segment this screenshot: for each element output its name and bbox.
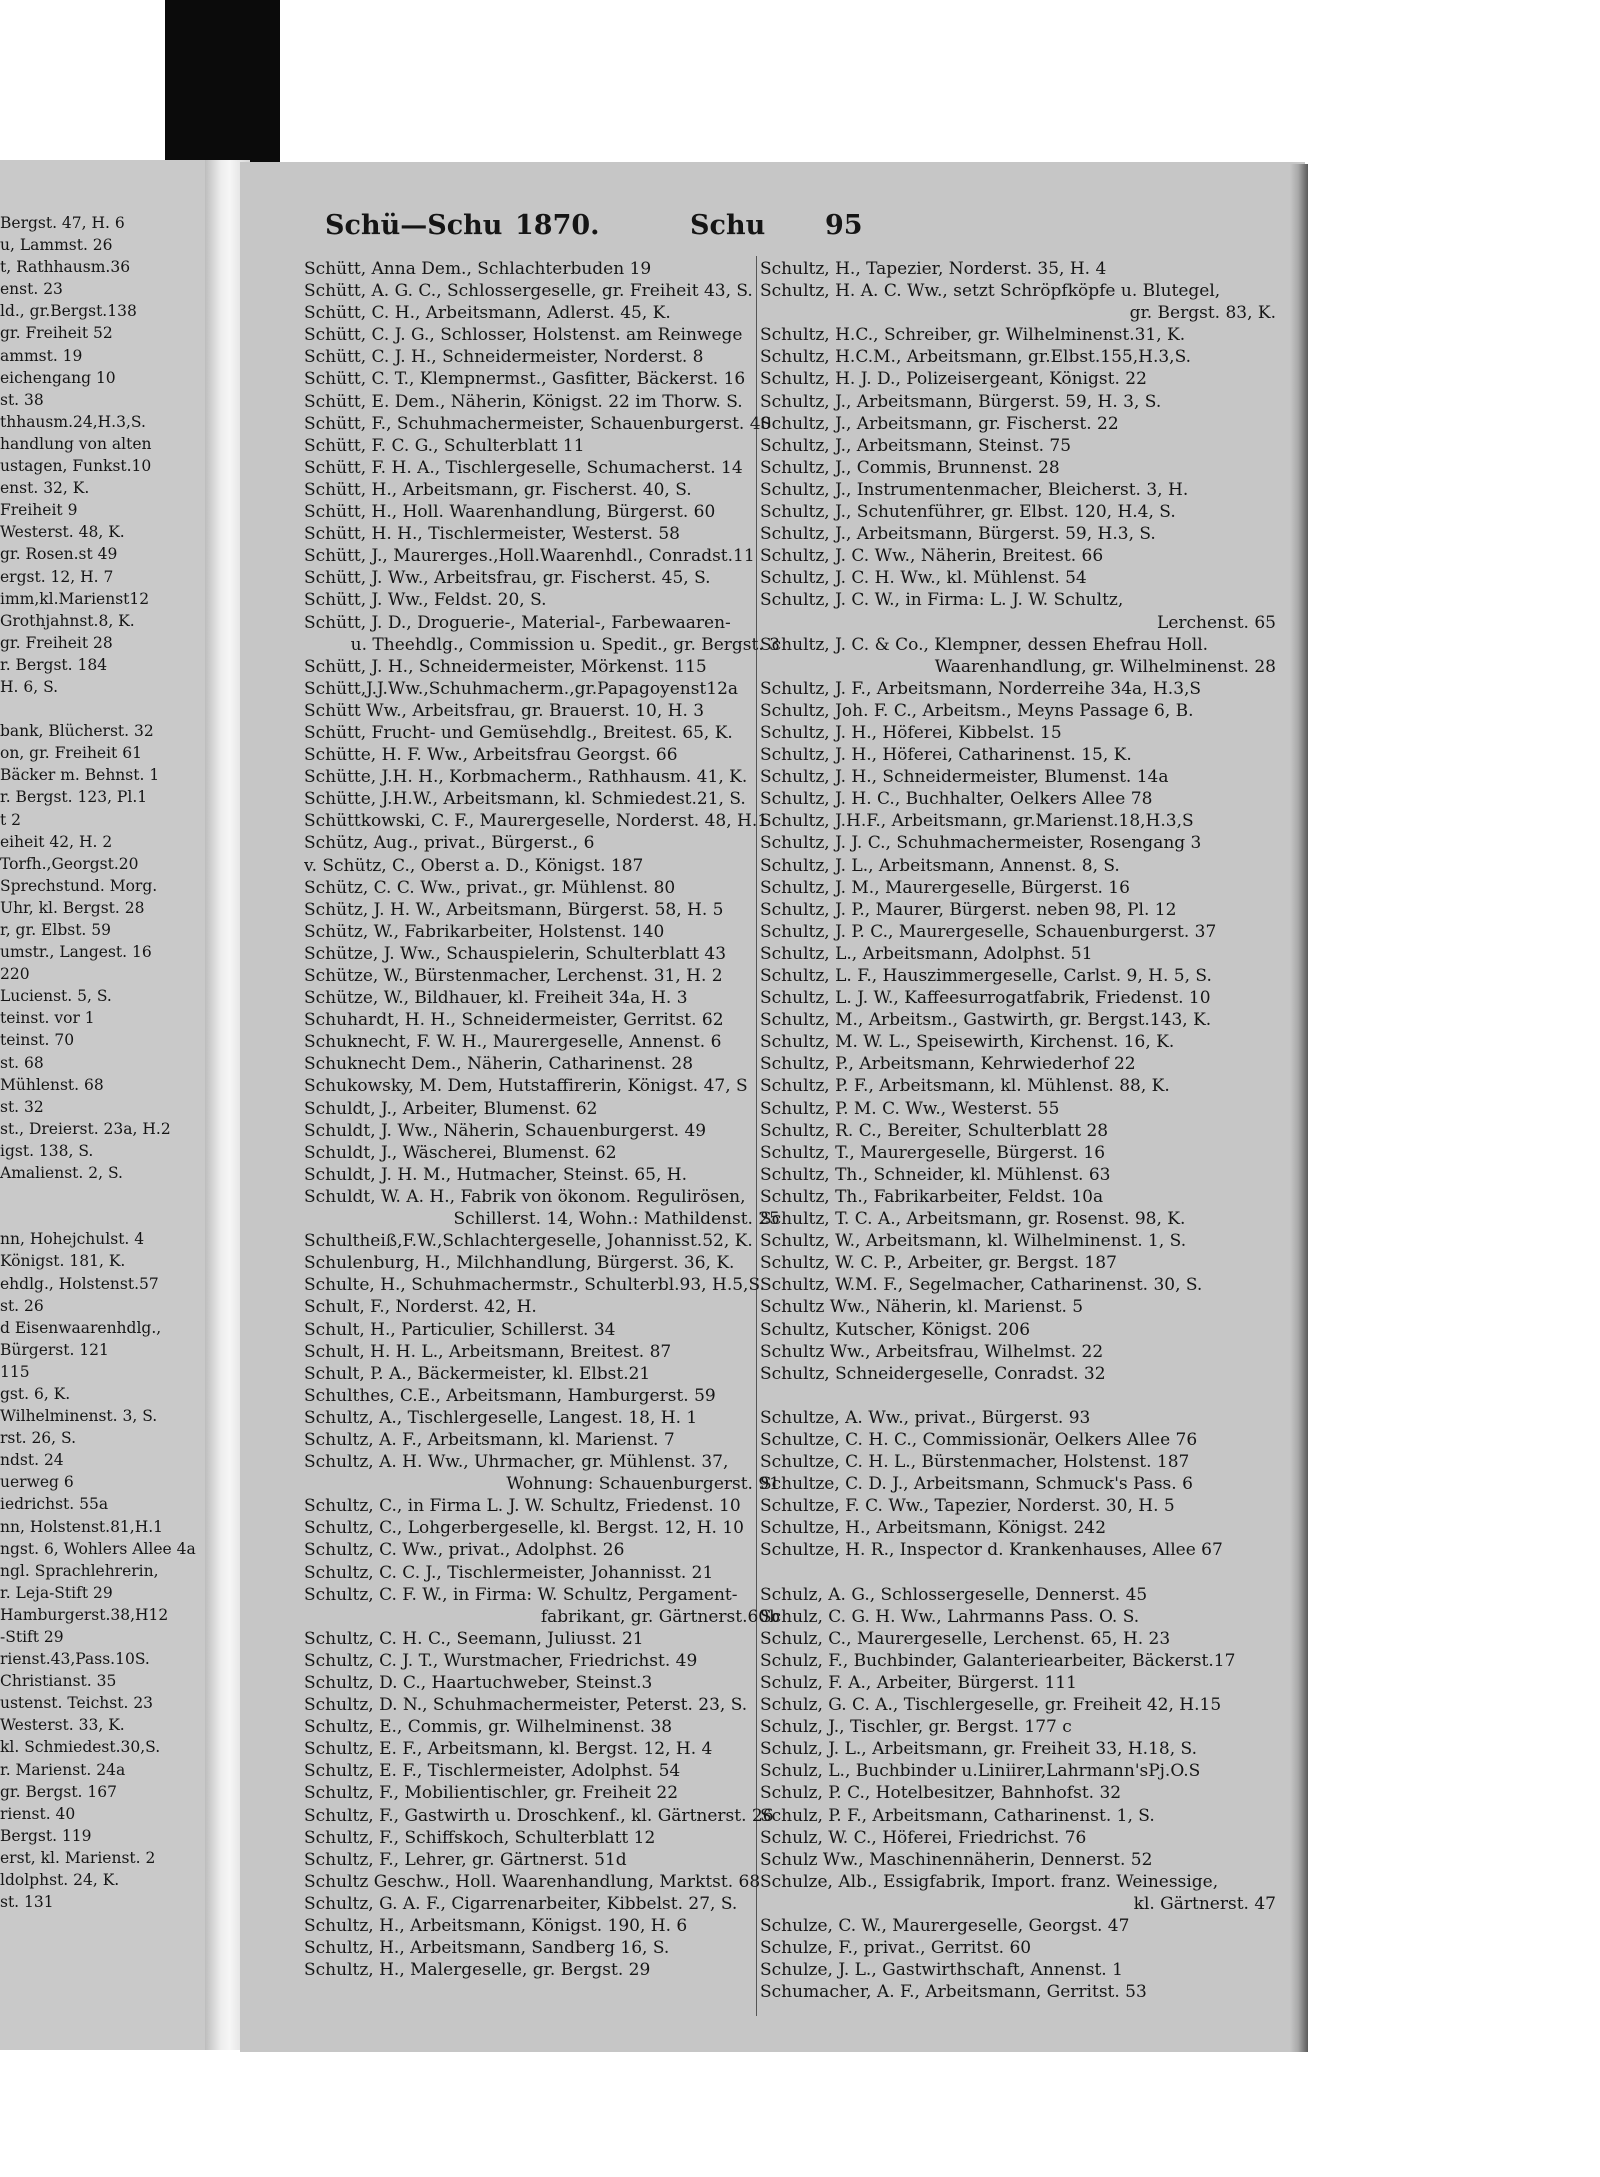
directory-entry: Schulz, F., Buchbinder, Galanteriearbeiter, Bäckerst.17 [760, 1650, 1236, 1671]
page-edge-shadow [1290, 164, 1308, 2052]
directory-entry: Schultz, J. C. H. Ww., kl. Mühlenst. 54 [760, 568, 1087, 589]
directory-entry: on, gr. Freiheit 61 [0, 744, 142, 763]
directory-entry: st. 68 [0, 1053, 44, 1072]
directory-entry: gr. Bergst. 83, K. [1129, 303, 1276, 324]
directory-entry [0, 698, 215, 720]
directory-entry: Schütt, C. J. H., Schneidermeister, Norderst. 8 [304, 347, 704, 368]
directory-entry: Schultz, E. F., Tischlermeister, Adolphst. 54 [304, 1761, 681, 1782]
directory-entry: kl. Gärtnerst. 47 [1133, 1893, 1276, 1914]
directory-entry: Schultz, C. H. C., Seemann, Juliusst. 21 [304, 1628, 644, 1649]
directory-entry: Schultz, F., Gastwirth u. Droschkenf., kl. Gärtnerst. 26 [304, 1805, 774, 1826]
directory-entry: Schultz, P. M. C. Ww., Westerst. 55 [760, 1098, 1060, 1119]
header-left: Schü—Schu [325, 210, 503, 241]
directory-entry: Schultz, F., Schiffskoch, Schulterblatt 12 [304, 1827, 656, 1848]
directory-entry: Schultz, J., Arbeitsmann, Bürgerst. 59, H.3, S. [760, 524, 1156, 545]
directory-entry: Schultz, C. F. W., in Firma: W. Schultz, Pergament- [304, 1584, 738, 1605]
directory-entry: erst, kl. Marienst. 2 [0, 1848, 156, 1867]
directory-entry: Wohnung: Schauenburgerst. 91 [506, 1474, 780, 1495]
directory-entry: Schultze, F. C. Ww., Tapezier, Norderst. 30, H. 5 [760, 1496, 1175, 1517]
directory-entry: Schumacher, A. F., Arbeitsmann, Gerritst. 53 [760, 1982, 1147, 2003]
directory-entry: Sprechstund. Morg. [0, 876, 158, 895]
directory-entry: gst. 6, K. [0, 1384, 71, 1403]
directory-entry: imm,kl.Marienst12 [0, 589, 150, 608]
directory-entry: igst. 138, S. [0, 1141, 94, 1160]
directory-entry: gr. Freiheit 28 [0, 633, 113, 652]
directory-entry: gr. Freiheit 52 [0, 324, 113, 343]
column-a [304, 258, 794, 1981]
directory-entry: Amalienst. 2, S. [0, 1164, 123, 1183]
directory-entry: Schütt, F., Schuhmachermeister, Schauenburgerst. 40 [304, 413, 772, 434]
directory-entry: Schütt, F. H. A., Tischlergeselle, Schumacherst. 14 [304, 457, 743, 478]
directory-entry: Schulthes, C.E., Arbeitsmann, Hamburgerst. 59 [304, 1385, 716, 1406]
directory-entry: gr. Rosen.st 49 [0, 545, 118, 564]
directory-entry: Schultz, J. C. W., in Firma: L. J. W. Schultz, [760, 590, 1124, 611]
directory-entry: Schultz, H.C.M., Arbeitsmann, gr.Elbst.155,H.3,S. [760, 347, 1192, 368]
directory-entry: Schultz, W.M. F., Segelmacher, Catharinenst. 30, S. [760, 1275, 1203, 1296]
directory-entry: Schütt, H., Holl. Waarenhandlung, Bürgerst. 60 [304, 502, 716, 523]
directory-entry: Wilhelminenst. 3, S. [0, 1407, 158, 1426]
directory-entry: Lucienst. 5, S. [0, 987, 112, 1006]
directory-entry: Schüttkowski, C. F., Maurergeselle, Norderst. 48, H.1 [304, 811, 769, 832]
directory-entry: Schultz, P., Arbeitsmann, Kehrwiederhof 22 [760, 1054, 1136, 1075]
directory-entry: u. Theehdlg., Commission u. Spedit., gr. Bergst. 3 [350, 634, 780, 655]
directory-entry: Schultz, F., Mobilientischler, gr. Freiheit 22 [304, 1783, 679, 1804]
directory-entry: Hamburgerst.38,H12 [0, 1605, 169, 1624]
directory-entry: Schütze, W., Bildhauer, kl. Freiheit 34a, H. 3 [304, 988, 688, 1009]
directory-entry: r, gr. Elbst. 59 [0, 921, 111, 939]
directory-entry: ergst. 12, H. 7 [0, 567, 114, 586]
header-year: 1870. [515, 210, 600, 241]
directory-entry: d Eisenwaarenhdlg., [0, 1318, 162, 1337]
directory-entry: Schulz, C. G. H. Ww., Lahrmanns Pass. O. S. [760, 1606, 1140, 1627]
directory-entry: Schütze, J. Ww., Schauspielerin, Schulterblatt 43 [304, 943, 727, 964]
directory-entry: Schütt, J. D., Droguerie-, Material-, Farbewaaren- [304, 612, 731, 633]
directory-entry: rst. 26, S. [0, 1429, 77, 1448]
directory-entry: Königst. 181, K. [0, 1252, 126, 1271]
directory-entry: Schultz, R. C., Bereiter, Schulterblatt 28 [760, 1120, 1109, 1141]
directory-entry: Schulze, Alb., Essigfabrik, Import. franz. Weinessige, [760, 1871, 1219, 1892]
directory-entry: Schultz, J., Commis, Brunnenst. 28 [760, 457, 1060, 478]
directory-entry: Schulz, C., Maurergeselle, Lerchenst. 65, H. 23 [760, 1628, 1171, 1649]
directory-entry: Schult, F., Norderst. 42, H. [304, 1297, 537, 1318]
page-header [240, 210, 1305, 250]
directory-entry: Schultz, J. C. Ww., Näherin, Breitest. 66 [760, 546, 1104, 567]
directory-entry: Schultz, J. H., Höferei, Kibbelst. 15 [760, 722, 1062, 743]
directory-entry: Schultz, T. C. A., Arbeitsmann, gr. Rosenst. 98, K. [760, 1209, 1186, 1230]
directory-entry: Schütt, E. Dem., Näherin, Königst. 22 im Thorw. S. [304, 391, 743, 412]
directory-entry: nn, Hohejchulst. 4 [0, 1230, 145, 1249]
directory-entry: Schultz, L. J. W., Kaffeesurrogatfabrik, Friedenst. 10 [760, 988, 1211, 1009]
directory-entry: Schultz, Joh. F. C., Arbeitsm., Meyns Passage 6, B. [760, 700, 1194, 721]
directory-entry: ammst. 19 [0, 346, 83, 365]
directory-entry: teinst. vor 1 [0, 1009, 95, 1028]
directory-entry: Schütte, J.H. H., Korbmacherm., Rathhausm. 41, K. [304, 767, 748, 788]
directory-entry: Schuldt, J., Wäscherei, Blumenst. 62 [304, 1142, 617, 1163]
directory-entry: r. Marienst. 24a [0, 1760, 126, 1779]
directory-entry: kl. Schmiedest.30,S. [0, 1738, 161, 1757]
directory-entry: Schultz, J., Arbeitsmann, Bürgerst. 59, H. 3, S. [760, 391, 1162, 412]
directory-entry: Schillerst. 14, Wohn.: Mathildenst. 25 [453, 1209, 780, 1230]
directory-entry: Schultz, Kutscher, Königst. 206 [760, 1319, 1031, 1340]
directory-entry: uerweg 6 [0, 1473, 74, 1492]
directory-entry: Schulz, L., Buchbinder u.Liniirer,Lahrmann'sPj.O.S [760, 1761, 1201, 1782]
directory-entry: Schuldt, W. A. H., Fabrik von ökonom. Regulirösen, [304, 1186, 746, 1207]
left-page-column [0, 212, 215, 1913]
directory-entry: Schult, P. A., Bäckermeister, kl. Elbst.21 [304, 1363, 651, 1384]
directory-entry: Schultz, C., in Firma L. J. W. Schultz, Friedenst. 10 [304, 1496, 741, 1517]
directory-entry: Schultz Ww., Näherin, kl. Marienst. 5 [760, 1297, 1084, 1318]
header-right: Schu [690, 210, 766, 241]
directory-entry: Schultz, Th., Schneider, kl. Mühlenst. 63 [760, 1164, 1111, 1185]
directory-entry: Schultz, H., Arbeitsmann, Sandberg 16, S. [304, 1938, 670, 1959]
directory-entry: Schultz, J., Arbeitsmann, Steinst. 75 [760, 435, 1072, 456]
directory-entry: Schütt, J. Ww., Arbeitsfrau, gr. Fischerst. 45, S. [304, 568, 711, 589]
directory-entry: Schultz, H., Malergeselle, gr. Bergst. 29 [304, 1960, 651, 1981]
directory-entry: Schultz, W. C. P., Arbeiter, gr. Bergst. 187 [760, 1253, 1117, 1274]
directory-entry: 220 [0, 965, 30, 984]
directory-entry: Schultz, J. J. C., Schuhmachermeister, Rosengang 3 [760, 833, 1202, 854]
directory-entry: Schultze, C. D. J., Arbeitsmann, Schmuck's Pass. 6 [760, 1474, 1193, 1495]
directory-entry: t 2 [0, 810, 22, 829]
directory-entry: Schuldt, J. H. M., Hutmacher, Steinst. 65, H. [304, 1164, 687, 1185]
directory-entry: Schulz, W. C., Höferei, Friedrichst. 76 [760, 1827, 1087, 1848]
directory-entry: Mühlenst. 68 [0, 1075, 104, 1094]
directory-entry: ld., gr.Bergst.138 [0, 302, 137, 321]
directory-entry: fabrikant, gr. Gärtnerst.60b [540, 1606, 780, 1627]
directory-entry: r. Bergst. 123, Pl.1 [0, 788, 148, 807]
directory-entry: Schuldt, J. Ww., Näherin, Schauenburgerst. 49 [304, 1120, 707, 1141]
directory-entry: Schuknecht, F. W. H., Maurergeselle, Annenst. 6 [304, 1032, 722, 1053]
directory-entry: Schultz, J., Instrumentenmacher, Bleicherst. 3, H. [760, 479, 1189, 500]
directory-entry: Schütt, Frucht- und Gemüsehdlg., Breitest. 65, K. [304, 722, 733, 743]
black-strip [165, 0, 280, 162]
directory-entry: umstr., Langest. 16 [0, 943, 152, 962]
column-b [760, 258, 1290, 2003]
directory-entry: Schultz, J. P. C., Maurergeselle, Schauenburgerst. 37 [760, 921, 1217, 942]
directory-entry: Schultz, H. J. D., Polizeisergeant, Königst. 22 [760, 369, 1147, 390]
directory-entry: Schütz, C. C. Ww., privat., gr. Mühlenst. 80 [304, 877, 676, 898]
directory-entry: v. Schütz, C., Oberst a. D., Königst. 187 [304, 855, 644, 876]
directory-entry: st. 38 [0, 390, 44, 409]
directory-entry: Schultz, F., Lehrer, gr. Gärtnerst. 51d [304, 1849, 627, 1870]
directory-entry: ustenst. Teichst. 23 [0, 1694, 154, 1713]
directory-entry: teinst. 70 [0, 1031, 75, 1050]
directory-entry: Lerchenst. 65 [1157, 612, 1276, 633]
directory-entry: u, Lammst. 26 [0, 236, 113, 255]
directory-entry: Schultze, C. H. C., Commissionär, Oelkers Allee 76 [760, 1429, 1198, 1450]
directory-entry: Schütt, H. H., Tischlermeister, Westerst. 58 [304, 524, 680, 545]
directory-entry: Schütt, J. H., Schneidermeister, Mörkenst. 115 [304, 656, 707, 677]
directory-entry: Schult, H. H. L., Arbeitsmann, Breitest. 87 [304, 1341, 672, 1362]
directory-entry: Bergst. 119 [0, 1826, 92, 1845]
directory-entry: Schuknecht Dem., Näherin, Catharinenst. 28 [304, 1054, 694, 1075]
directory-entry: Schultze, H. R., Inspector d. Krankenhauses, Allee 67 [760, 1540, 1223, 1561]
directory-entry: Schultz, J. F., Arbeitsmann, Norderreihe 34a, H.3,S [760, 678, 1202, 699]
directory-entry: Schulte, H., Schuhmachermstr., Schulterbl.93, H.5,S. [304, 1275, 765, 1296]
directory-entry: Schultz, P. F., Arbeitsmann, kl. Mühlenst. 88, K. [760, 1076, 1170, 1097]
directory-entry: Schütz, J. H. W., Arbeitsmann, Bürgerst. 58, H. 5 [304, 899, 724, 920]
directory-entry: Schultheiß,F.W.,Schlachtergeselle, Johannisst.52, K. [304, 1231, 753, 1252]
directory-entry: Grothjahnst.8, K. [0, 611, 135, 630]
directory-entry: ngst. 6, Wohlers Allee 4a [0, 1539, 196, 1558]
directory-entry: nn, Holstenst.81,H.1 [0, 1517, 164, 1536]
directory-entry: iedrichst. 55a [0, 1495, 109, 1514]
directory-entry: Schulz, F. A., Arbeiter, Bürgerst. 111 [760, 1673, 1077, 1693]
directory-entry: Schütt, A. G. C., Schlossergeselle, gr. Freiheit 43, S. [304, 281, 753, 302]
directory-entry: Schultz, J. H., Schneidermeister, Blumenst. 14a [760, 767, 1169, 788]
directory-entry: Schütt Ww., Arbeitsfrau, gr. Brauerst. 10, H. 3 [304, 700, 705, 721]
directory-entry: t, Rathhausm.36 [0, 258, 131, 277]
directory-entry: ehdlg., Holstenst.57 [0, 1274, 159, 1293]
directory-entry: Schultz, J. C. & Co., Klempner, dessen Ehefrau Holl. [760, 634, 1209, 655]
directory-entry: Schulze, C. W., Maurergeselle, Georgst. 47 [760, 1916, 1130, 1937]
directory-entry: Schultze, H., Arbeitsmann, Königst. 242 [760, 1518, 1107, 1539]
directory-entry: Westerst. 33, K. [0, 1716, 125, 1735]
directory-entry: r. Bergst. 184 [0, 655, 108, 674]
directory-entry: Schulz, A. G., Schlossergeselle, Dennerst. 45 [760, 1584, 1148, 1605]
directory-entry: Schütt, C. J. G., Schlosser, Holstenst. am Reinwege [304, 325, 743, 346]
directory-entry: Schultz, Schneidergeselle, Conradst. 32 [760, 1363, 1106, 1384]
directory-entry: Schütt,J.J.Ww.,Schuhmacherm.,gr.Papagoyenst12a [304, 678, 739, 699]
directory-entry: Schult, H., Particulier, Schillerst. 34 [304, 1319, 616, 1340]
directory-entry: Schultz, A., Tischlergeselle, Langest. 18, H. 1 [304, 1407, 698, 1428]
directory-entry: rienst.43,Pass.10S. [0, 1650, 150, 1669]
directory-entry: Schulz, P. C., Hotelbesitzer, Bahnhofst. 32 [760, 1783, 1122, 1804]
page-number: 95 [825, 210, 863, 241]
directory-entry: Schulz, P. F., Arbeitsmann, Catharinenst. 1, S. [760, 1805, 1155, 1826]
directory-entry: st. 32 [0, 1097, 44, 1116]
directory-entry: Schulz, J., Tischler, gr. Bergst. 177 c [760, 1717, 1072, 1738]
directory-entry: -Stift 29 [0, 1628, 64, 1646]
directory-entry: Schulenburg, H., Milchhandlung, Bürgerst. 36, K. [304, 1253, 735, 1274]
directory-entry: Schultz, T., Maurergeselle, Bürgerst. 16 [760, 1142, 1106, 1163]
directory-entry: H. 6, S. [0, 677, 59, 696]
directory-entry: Schultz, H., Tapezier, Norderst. 35, H. 4 [760, 259, 1107, 279]
directory-entry: Uhr, kl. Bergst. 28 [0, 898, 145, 917]
directory-entry: Schütt, C. H., Arbeitsmann, Adlerst. 45, K. [304, 303, 671, 324]
directory-entry: eichengang 10 [0, 368, 116, 387]
directory-entry: Bäcker m. Behnst. 1 [0, 766, 160, 785]
directory-entry: ustagen, Funkst.10 [0, 457, 152, 476]
directory-entry [760, 1562, 1290, 1584]
directory-entry [760, 1385, 1290, 1407]
directory-page [240, 162, 1305, 2052]
directory-entry: Schultz, J. H. C., Buchhalter, Oelkers Allee 78 [760, 789, 1153, 810]
directory-entry: Schuhardt, H. H., Schneidermeister, Gerritst. 62 [304, 1010, 724, 1031]
directory-entry: Schultz, L. F., Hauszimmergeselle, Carlst. 9, H. 5, S. [760, 966, 1212, 986]
directory-entry: handlung von alten [0, 434, 152, 453]
directory-entry: Waarenhandlung, gr. Wilhelminenst. 28 [934, 656, 1276, 677]
directory-entry: Schulz, J. L., Arbeitsmann, gr. Freiheit 33, H.18, S. [760, 1739, 1197, 1760]
directory-entry: Schultz, J. P., Maurer, Bürgerst. neben 98, Pl. 12 [760, 899, 1177, 920]
directory-entry: Schultz, J. L., Arbeitsmann, Annenst. 8, S. [760, 855, 1120, 876]
directory-entry: Schultz Geschw., Holl. Waarenhandlung, Marktst. 68 [304, 1871, 761, 1892]
directory-entry: Schütt, J. Ww., Feldst. 20, S. [304, 590, 547, 611]
directory-entry: Schultz, E., Commis, gr. Wilhelminenst. 38 [304, 1717, 673, 1738]
directory-entry: Torfh.,Georgst.20 [0, 854, 139, 873]
directory-entry: Schütt, H., Arbeitsmann, gr. Fischerst. 40, S. [304, 479, 692, 500]
directory-entry: Christianst. 35 [0, 1672, 117, 1691]
directory-entry: Schultz, J. H., Höferei, Catharinenst. 15, K. [760, 745, 1132, 766]
directory-entry: Schultz, G. A. F., Cigarrenarbeiter, Kibbelst. 27, S. [304, 1893, 738, 1914]
directory-entry: st., Dreierst. 23a, H.2 [0, 1119, 171, 1138]
directory-entry: ndst. 24 [0, 1451, 64, 1470]
directory-entry [0, 1184, 215, 1206]
directory-entry: Schuldt, J., Arbeiter, Blumenst. 62 [304, 1098, 598, 1119]
directory-entry: Schultz, M., Arbeitsm., Gastwirth, gr. Bergst.143, K. [760, 1010, 1212, 1031]
directory-entry: Freiheit 9 [0, 501, 78, 520]
directory-entry: Schultz, C. Ww., privat., Adolphst. 26 [304, 1540, 625, 1561]
directory-entry: Schütt, Anna Dem., Schlachterbuden 19 [304, 259, 652, 279]
directory-entry: 115 [0, 1362, 30, 1381]
directory-entry: Schulze, F., privat., Gerritst. 60 [760, 1938, 1032, 1959]
directory-entry: Schukowsky, M. Dem, Hutstaffirerin, Königst. 47, S [304, 1076, 748, 1097]
directory-entry: Schultz, H.C., Schreiber, gr. Wilhelminenst.31, K. [760, 325, 1186, 346]
directory-entry: Schütz, W., Fabrikarbeiter, Holstenst. 140 [304, 921, 665, 942]
directory-entry: Schultz, D. C., Haartuchweber, Steinst.3 [304, 1673, 653, 1693]
directory-entry: Schultz, C. J. T., Wurstmacher, Friedrichst. 49 [304, 1650, 698, 1671]
directory-entry: Schultz, M. W. L., Speisewirth, Kirchenst. 16, K. [760, 1032, 1175, 1053]
directory-entry: Schultz, A. F., Arbeitsmann, kl. Marienst. 7 [304, 1429, 675, 1450]
directory-entry: eiheit 42, H. 2 [0, 832, 113, 851]
directory-entry: enst. 32, K. [0, 479, 90, 498]
directory-entry: Bürgerst. 121 [0, 1340, 109, 1359]
directory-entry [0, 1206, 215, 1228]
directory-entry: Schultz, L., Arbeitsmann, Adolphst. 51 [760, 943, 1093, 964]
directory-entry: Schulz, G. C. A., Tischlergeselle, gr. Freiheit 42, H.15 [760, 1695, 1222, 1716]
directory-entry: Schultz, H., Arbeitsmann, Königst. 190, H. 6 [304, 1916, 688, 1937]
directory-entry: Schultze, C. H. L., Bürstenmacher, Holstenst. 187 [760, 1452, 1190, 1473]
directory-entry: Schütz, Aug., privat., Bürgerst., 6 [304, 833, 595, 854]
directory-entry: Schultz, H. A. C. Ww., setzt Schröpfköpfe u. Blutegel, [760, 281, 1221, 302]
directory-entry: Schütt, F. C. G., Schulterblatt 11 [304, 435, 585, 456]
directory-entry: ngl. Sprachlehrerin, [0, 1561, 159, 1580]
directory-entry: Schütte, J.H.W., Arbeitsmann, kl. Schmiedest.21, S. [304, 789, 746, 810]
directory-entry: rienst. 40 [0, 1804, 76, 1823]
directory-entry: Schultz, J., Arbeitsmann, gr. Fischerst. 22 [760, 413, 1119, 434]
directory-entry: Bergst. 47, H. 6 [0, 214, 125, 232]
directory-entry: Schultz, W., Arbeitsmann, kl. Wilhelminenst. 1, S. [760, 1231, 1187, 1252]
directory-entry: Schultz, D. N., Schuhmachermeister, Peterst. 23, S. [304, 1695, 748, 1716]
directory-entry: ldolphst. 24, K. [0, 1871, 120, 1890]
directory-entry: Schulz Ww., Maschinennäherin, Dennerst. 52 [760, 1849, 1153, 1870]
directory-entry: Schultze, A. Ww., privat., Bürgerst. 93 [760, 1407, 1091, 1428]
directory-entry: st. 26 [0, 1296, 44, 1315]
directory-entry: Schultz, J. M., Maurergeselle, Bürgerst. 16 [760, 877, 1130, 898]
directory-entry: Westerst. 48, K. [0, 523, 125, 542]
directory-entry: gr. Bergst. 167 [0, 1782, 117, 1801]
directory-entry: Schultz, Th., Fabrikarbeiter, Feldst. 10a [760, 1186, 1104, 1207]
directory-entry: Schütt, C. T., Klempnermst., Gasfitter, Bäckerst. 16 [304, 369, 746, 390]
directory-entry: st. 131 [0, 1893, 54, 1912]
directory-entry: Schultz, E. F., Arbeitsmann, kl. Bergst. 12, H. 4 [304, 1739, 713, 1760]
directory-entry: enst. 23 [0, 280, 63, 299]
directory-entry: Schütte, H. F. Ww., Arbeitsfrau Georgst. 66 [304, 745, 678, 766]
directory-entry: r. Leja-Stift 29 [0, 1583, 113, 1602]
directory-entry: Schultz, C., Lohgerbergeselle, kl. Bergst. 12, H. 10 [304, 1518, 744, 1539]
directory-entry: Schütt, J., Maurerges.,Holl.Waarenhdl., Conradst.11 [304, 546, 755, 567]
directory-entry: Schultz, C. C. J., Tischlermeister, Johannisst. 21 [304, 1562, 714, 1583]
directory-entry: Schultz, J.H.F., Arbeitsmann, gr.Marienst.18,H.3,S [760, 811, 1194, 832]
directory-entry: Schultz Ww., Arbeitsfrau, Wilhelmst. 22 [760, 1341, 1104, 1362]
left-page-fragment [0, 160, 215, 2050]
directory-entry: bank, Blücherst. 32 [0, 722, 154, 741]
directory-entry: Schultz, J., Schutenführer, gr. Elbst. 120, H.4, S. [760, 502, 1176, 523]
directory-entry: Schulze, J. L., Gastwirthschaft, Annenst. 1 [760, 1960, 1123, 1981]
directory-entry: Schultz, A. H. Ww., Uhrmacher, gr. Mühlenst. 37, [304, 1452, 729, 1473]
directory-entry: thhausm.24,H.3,S. [0, 412, 146, 431]
directory-entry: Schütze, W., Bürstenmacher, Lerchenst. 31, H. 2 [304, 966, 723, 986]
